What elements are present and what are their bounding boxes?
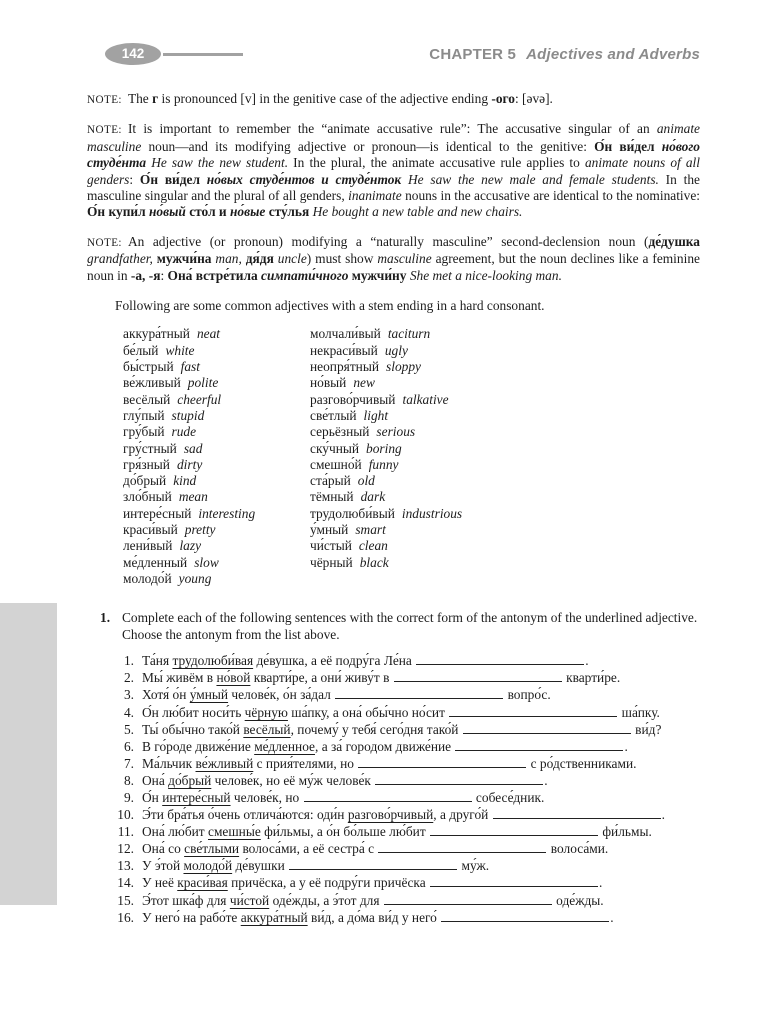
russian-adjective: до́брый bbox=[123, 473, 167, 489]
english-gloss: interesting bbox=[198, 505, 256, 521]
exercise-sentence bbox=[107, 772, 700, 789]
russian-adjective: смешно́й bbox=[310, 456, 362, 472]
page-number: 142 bbox=[105, 43, 161, 65]
note-text: The г is pronounced [v] in the genitive case of the adjective ending -ого: [əvə]. bbox=[127, 91, 553, 106]
russian-adjective: ме́дленный bbox=[123, 554, 188, 570]
english-gloss: serious bbox=[376, 424, 416, 440]
russian-adjective: неопря́тный bbox=[310, 359, 380, 375]
exercise-sentence bbox=[107, 686, 700, 703]
english-gloss: neat bbox=[196, 326, 220, 342]
sentence-tail: собесе́дник. bbox=[472, 789, 545, 805]
sentence-text: У э́той молодо́й де́вушки му́ж. bbox=[142, 858, 490, 874]
note-naturally-masculine bbox=[87, 234, 700, 284]
exercise-sentence bbox=[107, 755, 700, 772]
russian-adjective: бы́стрый bbox=[123, 359, 174, 375]
english-gloss: talkative bbox=[402, 391, 449, 407]
sentence-text: Э́ти бра́тья о́чень отлича́ются: оди́н разгово́рчивый, а друго́й . bbox=[142, 807, 666, 823]
adjective-entry bbox=[310, 441, 462, 457]
answer-blank bbox=[463, 722, 631, 734]
exercise-sentences bbox=[107, 652, 700, 926]
english-gloss: funny bbox=[368, 456, 399, 472]
russian-adjective: весёлый bbox=[123, 391, 171, 407]
note-text: It is important to remember the “animate accusative rule”: The accusative singular of an animate masculine noun—and its modifying adjective or pronoun—is identical to the genitive: О́н ви́дел но́вого студе́нта He saw the new student. In the plural, the animate accusative rule applies to animate nouns of all genders: О́н ви́дел но́вых студе́нтов и студе́нток He saw the new male and female students. In the masculine singular and the plural of all genders, inanimate nouns in the accusative are identical to the nominative: О́н купи́л но́вый сто́л и но́вые сту́лья He bought a new table and new chairs. bbox=[87, 121, 701, 220]
sentence-tail: вопро́с. bbox=[504, 687, 551, 703]
adjective-entry bbox=[123, 408, 310, 424]
page-header bbox=[87, 0, 700, 66]
exercise-sentence bbox=[107, 840, 700, 857]
english-gloss: kind bbox=[173, 473, 197, 489]
sentence-tail: . bbox=[544, 772, 548, 788]
sentence-tail: . bbox=[585, 653, 589, 669]
english-gloss: smart bbox=[355, 522, 386, 538]
english-gloss: boring bbox=[366, 440, 402, 456]
russian-adjective: зло́бный bbox=[123, 489, 172, 505]
adjective-entry bbox=[310, 473, 462, 489]
english-gloss: sloppy bbox=[386, 359, 421, 375]
adjective-entry bbox=[123, 522, 310, 538]
note-label: NOTE: bbox=[87, 124, 122, 137]
exercise-instructions: Complete each of the following sentences with the correct form of the antonym of the underlined adjective. Choose the antonym from the list above. bbox=[122, 610, 698, 643]
sentence-text: У неё краси́вая причёска, а у её подру́ги причёска . bbox=[142, 875, 603, 891]
adjective-entry bbox=[123, 343, 310, 359]
note-animate-accusative bbox=[87, 121, 700, 220]
english-gloss: ugly bbox=[384, 342, 408, 358]
adjective-entry bbox=[310, 343, 462, 359]
exercise-sentence bbox=[107, 874, 700, 891]
russian-adjective: краси́вый bbox=[123, 522, 178, 538]
sentence-number: 15. bbox=[117, 892, 134, 908]
english-gloss: young bbox=[178, 570, 212, 586]
english-gloss: dark bbox=[360, 489, 386, 505]
russian-adjective: серьёзный bbox=[310, 424, 370, 440]
adjective-entry bbox=[310, 326, 462, 342]
adjective-entry bbox=[310, 359, 462, 375]
adjective-entry bbox=[123, 359, 310, 375]
exercise-sentence bbox=[107, 704, 700, 721]
sentence-text: В го́роде движе́ние ме́дленное, а за́ городом движе́ние . bbox=[142, 738, 628, 754]
answer-blank bbox=[304, 790, 472, 802]
exercise-sentence bbox=[107, 721, 700, 738]
adjective-entry bbox=[123, 506, 310, 522]
sentence-number: 8. bbox=[123, 772, 134, 788]
sentence-tail: фи́льмы. bbox=[599, 824, 652, 840]
russian-adjective: но́вый bbox=[310, 375, 347, 391]
sentence-tail: с ро́дственниками. bbox=[527, 755, 637, 771]
sentence-number: 6. bbox=[123, 738, 134, 754]
sentence-tail: . bbox=[624, 738, 628, 754]
sentence-number: 11. bbox=[117, 824, 134, 840]
exercise-sentence bbox=[107, 789, 700, 806]
answer-blank bbox=[375, 773, 543, 785]
russian-adjective: гру́стный bbox=[123, 440, 177, 456]
exercise-sentence bbox=[107, 823, 700, 840]
exercise-sentence bbox=[107, 909, 700, 926]
chapter-heading bbox=[429, 46, 700, 63]
english-gloss: light bbox=[363, 407, 389, 423]
russian-adjective: молчали́вый bbox=[310, 326, 381, 342]
adjective-entry bbox=[123, 441, 310, 457]
exercise-sentence bbox=[107, 857, 700, 874]
adjective-entry bbox=[310, 555, 462, 571]
russian-adjective: гру́бый bbox=[123, 424, 165, 440]
sentence-text: О́н лю́бит носи́ть чёрную ша́пку, а она́ обы́чно но́сит ша́пку. bbox=[142, 704, 660, 720]
adjective-entry bbox=[123, 392, 310, 408]
sentence-text: О́н интере́сный челове́к, но собесе́дник. bbox=[142, 789, 545, 805]
header-rule bbox=[163, 53, 243, 56]
sentence-tail: оде́жды. bbox=[552, 892, 604, 908]
sentence-number: 12. bbox=[117, 841, 134, 857]
adjective-entry bbox=[310, 408, 462, 424]
russian-adjective: глу́пый bbox=[123, 407, 165, 423]
sentence-number: 9. bbox=[123, 789, 134, 805]
adjective-entry bbox=[310, 392, 462, 408]
adjective-entry bbox=[123, 457, 310, 473]
russian-adjective: ста́рый bbox=[310, 473, 351, 489]
english-gloss: black bbox=[359, 554, 389, 570]
adjective-column-right bbox=[310, 326, 462, 587]
exercise-number: 1. bbox=[100, 610, 111, 626]
adjective-column-left bbox=[123, 326, 310, 587]
sentence-number: 14. bbox=[117, 875, 134, 891]
english-gloss: sad bbox=[183, 440, 203, 456]
russian-adjective: у́мный bbox=[310, 522, 349, 538]
english-gloss: stupid bbox=[171, 407, 205, 423]
answer-blank bbox=[449, 705, 617, 717]
adjective-entry bbox=[123, 424, 310, 440]
answer-blank bbox=[335, 688, 503, 700]
page-content bbox=[87, 0, 700, 926]
english-gloss: slow bbox=[194, 554, 219, 570]
sentence-tail: . bbox=[599, 875, 603, 891]
sentence-text: Мы́ живём в но́вой кварти́ре, а они́ живу́т в кварти́ре. bbox=[142, 670, 621, 686]
exercise-sentence bbox=[107, 669, 700, 686]
exercise-sentence bbox=[107, 806, 700, 823]
sentence-text: Э́тот шка́ф для чи́стой оде́жды, а э́тот для оде́жды. bbox=[142, 892, 604, 908]
adjective-entry bbox=[123, 473, 310, 489]
sentence-text: Она́ со све́тлыми волоса́ми, а её сестра́ с волоса́ми. bbox=[142, 841, 609, 857]
exercise-sentence bbox=[107, 892, 700, 909]
russian-adjective: ве́жливый bbox=[123, 375, 181, 391]
note-pronunciation bbox=[87, 91, 700, 108]
english-gloss: clean bbox=[358, 538, 388, 554]
russian-adjective: ску́чный bbox=[310, 440, 360, 456]
exercise-sentence bbox=[107, 652, 700, 669]
answer-blank bbox=[394, 671, 562, 683]
answer-blank bbox=[430, 876, 598, 888]
adjective-entry bbox=[310, 522, 462, 538]
sentence-text: Та́ня трудолюби́вая де́вушка, а её подру́га Ле́на . bbox=[142, 653, 589, 669]
sentence-text: Она́ до́брый челове́к, но её му́ж челове́к . bbox=[142, 772, 548, 788]
left-margin-bar bbox=[0, 603, 57, 905]
russian-adjective: тёмный bbox=[310, 489, 354, 505]
exercise-sentence bbox=[107, 738, 700, 755]
answer-blank bbox=[493, 807, 661, 819]
sentence-number: 5. bbox=[123, 721, 134, 737]
adjective-list bbox=[123, 326, 700, 587]
adjective-entry bbox=[310, 506, 462, 522]
answer-blank bbox=[416, 654, 584, 666]
russian-adjective: бе́лый bbox=[123, 342, 159, 358]
answer-blank bbox=[378, 842, 546, 854]
sentence-number: 10. bbox=[117, 807, 134, 823]
answer-blank bbox=[384, 893, 552, 905]
russian-adjective: аккура́тный bbox=[123, 326, 190, 342]
sentence-tail: кварти́ре. bbox=[562, 670, 621, 686]
russian-adjective: гря́зный bbox=[123, 456, 170, 472]
english-gloss: lazy bbox=[179, 538, 202, 554]
english-gloss: industrious bbox=[401, 505, 463, 521]
english-gloss: fast bbox=[180, 359, 200, 375]
english-gloss: dirty bbox=[176, 456, 203, 472]
page-number-badge bbox=[105, 43, 243, 65]
exercise-1-heading bbox=[87, 609, 700, 643]
note-label: NOTE: bbox=[87, 236, 122, 249]
chapter-label: CHAPTER 5 bbox=[429, 45, 517, 63]
adjective-entry bbox=[123, 489, 310, 505]
sentence-text: Хотя́ о́н у́мный челове́к, о́н за́дал вопро́с. bbox=[142, 687, 551, 703]
sentence-tail: ви́д? bbox=[631, 721, 662, 737]
adjective-entry bbox=[310, 538, 462, 554]
sentence-text: Ты́ обы́чно тако́й весёлый, почему́ у тебя́ сего́дня тако́й ви́д? bbox=[142, 721, 662, 737]
sentence-number: 7. bbox=[123, 755, 134, 771]
russian-adjective: интере́сный bbox=[123, 505, 192, 521]
russian-adjective: молодо́й bbox=[123, 570, 172, 586]
note-label: NOTE: bbox=[87, 94, 122, 106]
english-gloss: white bbox=[165, 342, 195, 358]
adjective-entry bbox=[123, 538, 310, 554]
intro-paragraph: Following are some common adjectives with a stem ending in a hard consonant. bbox=[115, 298, 545, 314]
note-text: An adjective (or pronoun) modifying a “naturally masculine” second-declension noun (де́душка grandfather, мужчи́на man, дя́дя uncle) must show masculine agreement, but the noun declines like a feminine noun in -а, -я: Она́ встре́тила симпати́чного мужчи́ну She met a nice-looking man. bbox=[87, 233, 700, 283]
answer-blank bbox=[441, 910, 609, 922]
answer-blank bbox=[289, 859, 457, 871]
english-gloss: mean bbox=[178, 489, 208, 505]
answer-blank bbox=[430, 824, 598, 836]
english-gloss: rude bbox=[171, 424, 197, 440]
adjective-entry bbox=[123, 555, 310, 571]
adjective-entry bbox=[123, 326, 310, 342]
russian-adjective: чи́стый bbox=[310, 538, 352, 554]
answer-blank bbox=[358, 756, 526, 768]
sentence-tail: му́ж. bbox=[458, 858, 490, 874]
adjective-entry bbox=[310, 424, 462, 440]
adjective-entry bbox=[123, 571, 310, 587]
russian-adjective: разгово́рчивый bbox=[310, 391, 396, 407]
adjective-entry bbox=[310, 489, 462, 505]
adjective-entry bbox=[310, 375, 462, 391]
sentence-number: 16. bbox=[117, 909, 134, 925]
sentence-text: У него́ на рабо́те аккура́тный ви́д, а до́ма ви́д у него́ . bbox=[142, 909, 614, 925]
russian-adjective: некраси́вый bbox=[310, 342, 378, 358]
adjective-entry bbox=[310, 457, 462, 473]
english-gloss: new bbox=[353, 375, 375, 391]
sentence-number: 3. bbox=[123, 687, 134, 703]
russian-adjective: трудолюби́вый bbox=[310, 505, 395, 521]
english-gloss: cheerful bbox=[177, 391, 222, 407]
sentence-tail: ша́пку. bbox=[618, 704, 660, 720]
chapter-title: Adjectives and Adverbs bbox=[526, 45, 700, 63]
sentence-tail: . bbox=[610, 909, 614, 925]
sentence-text: Она́ лю́бит смешны́е фи́льмы, а о́н бо́льше лю́бит фи́льмы. bbox=[142, 824, 652, 840]
sentence-number: 1. bbox=[123, 653, 134, 669]
english-gloss: old bbox=[357, 473, 375, 489]
english-gloss: taciturn bbox=[387, 326, 431, 342]
sentence-tail: волоса́ми. bbox=[547, 841, 609, 857]
english-gloss: polite bbox=[187, 375, 219, 391]
adjective-entry bbox=[123, 375, 310, 391]
sentence-number: 4. bbox=[123, 704, 134, 720]
sentence-number: 2. bbox=[123, 670, 134, 686]
sentence-number: 13. bbox=[117, 858, 134, 874]
sentence-text: Ма́льчик ве́жливый с прия́телями, но с ро́дственниками. bbox=[142, 755, 637, 771]
russian-adjective: све́тлый bbox=[310, 407, 357, 423]
sentence-tail: . bbox=[661, 807, 666, 823]
answer-blank bbox=[455, 739, 623, 751]
russian-adjective: чёрный bbox=[310, 554, 353, 570]
russian-adjective: лени́вый bbox=[123, 538, 173, 554]
english-gloss: pretty bbox=[184, 522, 216, 538]
